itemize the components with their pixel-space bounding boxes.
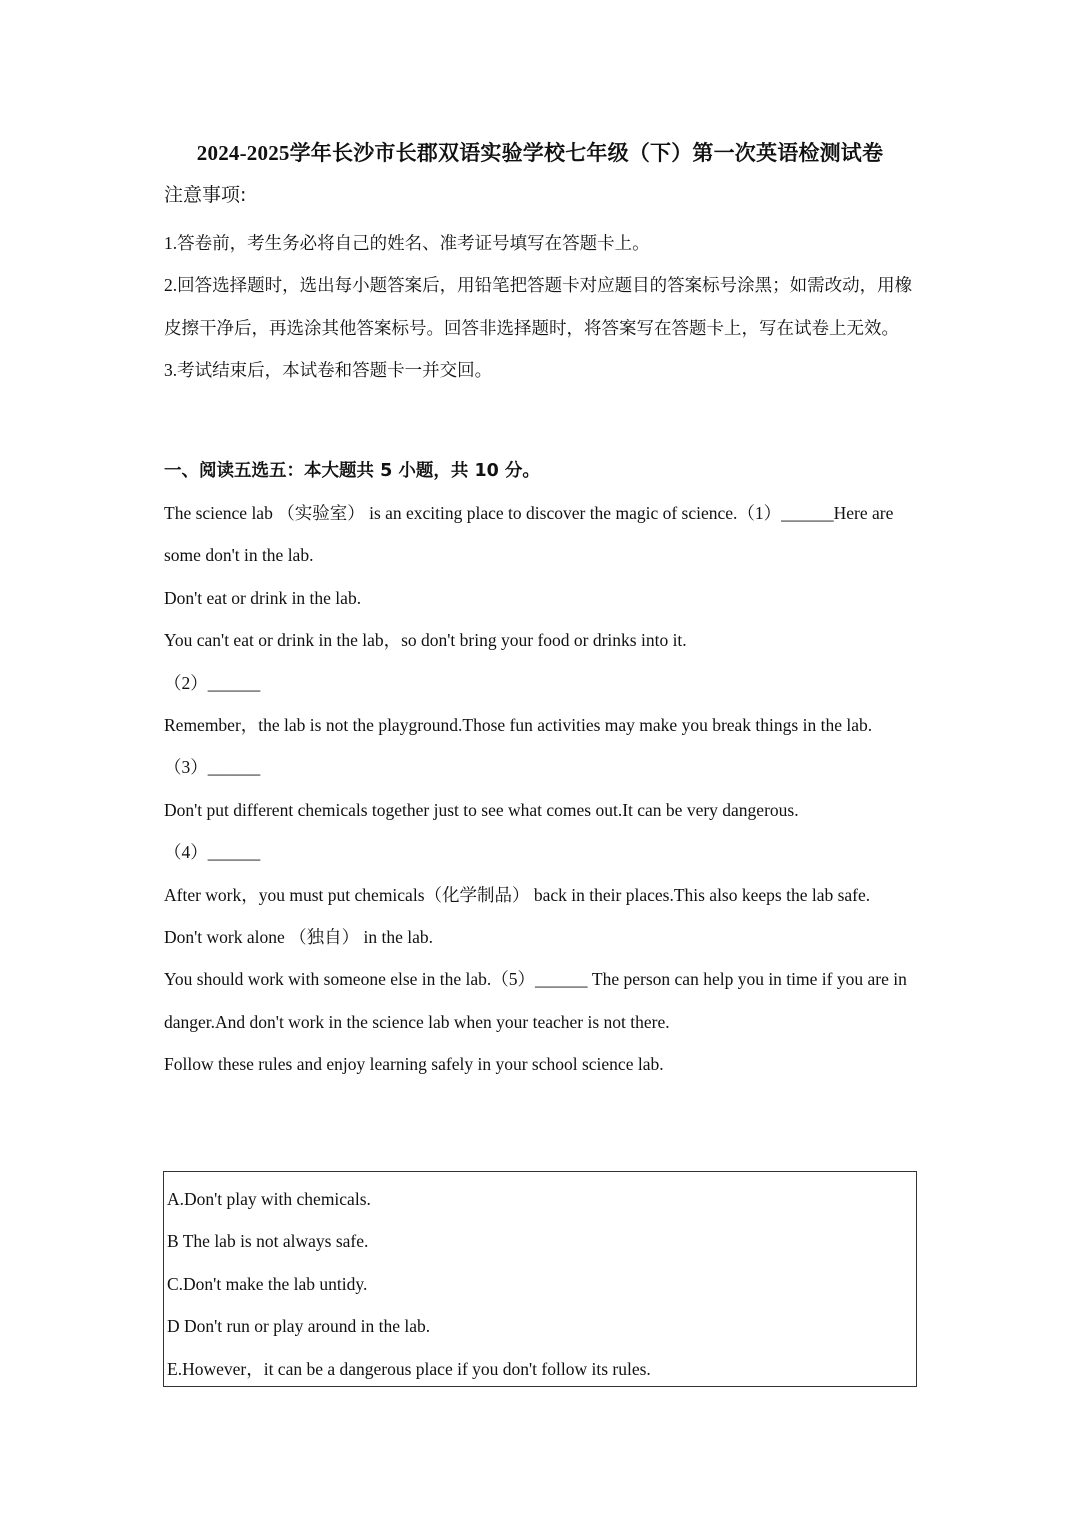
answer-options-box (163, 1171, 917, 1387)
exam-title: 2024-2025学年长沙市长郡双语实验学校七年级（下）第一次英语检测试卷 (196, 141, 884, 165)
notice-heading: 注意事项: (164, 184, 247, 206)
notice-item: 2.回答选择题时，选出每小题答案后，用铅笔把答题卡对应题目的答案标号涂黑；如需改动，用橡皮擦干净后，再选涂其他答案标号。回答非选择题时，将答案写在答题卡上，写在试卷上无效。 (164, 275, 913, 338)
passage-line: Follow these rules and enjoy learning safely in your school science lab. (164, 1054, 664, 1075)
option-b: B The lab is not always safe. (167, 1231, 369, 1252)
passage-line: Remember，the lab is not the playground.Those fun activities may make you break things in the lab. (164, 715, 873, 736)
section-heading: 一、阅读五选五：本大题共 5 小题，共 10 分。 (164, 461, 540, 481)
option-e: E.However，it can be a dangerous place if you don't follow its rules. (167, 1358, 651, 1379)
option-c: C.Don't make the lab untidy. (167, 1273, 368, 1294)
reading-passage (164, 492, 919, 1086)
passage-blank: （4）______ (164, 842, 261, 863)
passage-line: You should work with someone else in the lab.（5）______ The person can help you in time if you are in danger.And don't work in the science lab when your teacher is not there. (164, 969, 907, 1032)
notice-item: 1.答卷前，考生务必将自己的姓名、准考证号填写在答题卡上。 (164, 233, 650, 253)
passage-line: You can't eat or drink in the lab，so don't bring your food or drinks into it. (164, 630, 687, 651)
notice-list (164, 222, 919, 391)
passage-line: Don't eat or drink in the lab. (164, 587, 362, 608)
passage-blank: （3）______ (164, 757, 261, 778)
option-a: A.Don't play with chemicals. (167, 1189, 371, 1209)
notice-item: 3.考试结束后，本试卷和答题卡一并交回。 (164, 359, 493, 380)
passage-blank: （2）______ (164, 672, 261, 693)
passage-line: After work，you must put chemicals（化学制品） back in their places.This also keeps the lab safe. (164, 884, 871, 905)
option-d: D Don't run or play around in the lab. (167, 1316, 431, 1337)
passage-line: Don't work alone （独自） in the lab. (164, 927, 434, 948)
passage-line: The science lab （实验室） is an exciting place to discover the magic of science.（1）______Here are some don't in the lab. (164, 503, 894, 566)
passage-line: Don't put different chemicals together just to see what comes out.It can be very dangerous. (164, 799, 799, 820)
